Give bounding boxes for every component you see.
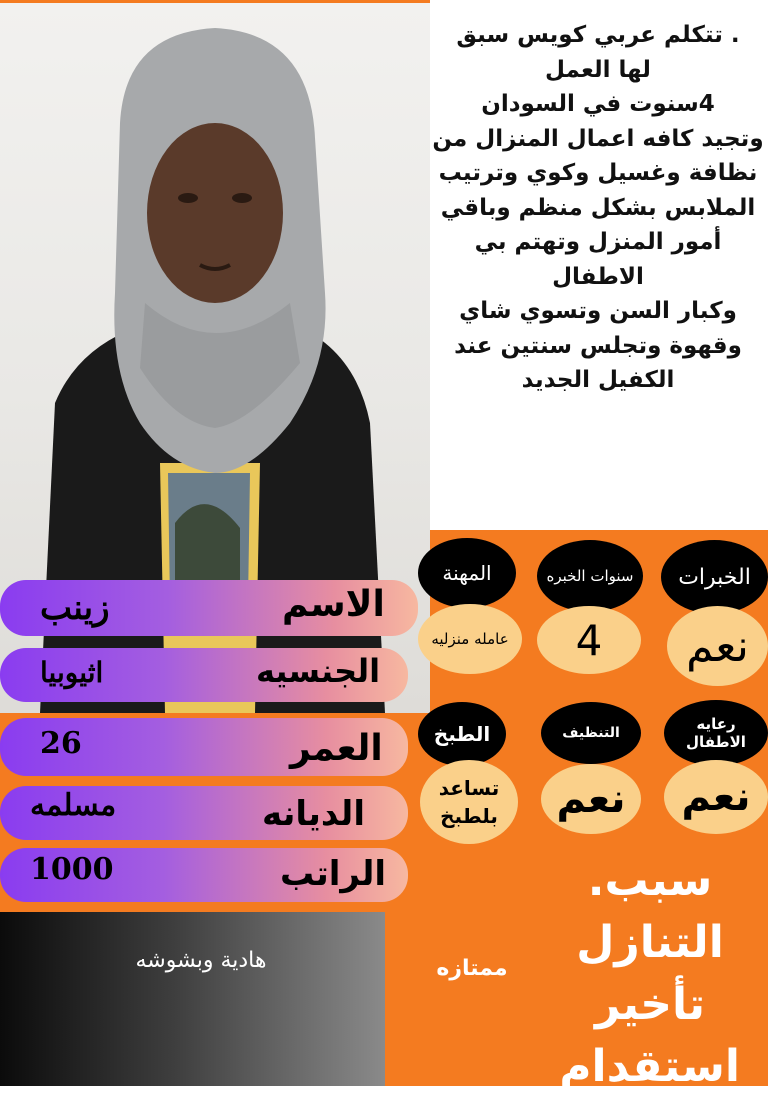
age-label: العمر bbox=[290, 728, 383, 769]
description-line: وقهوة وتجلس سنتين عند bbox=[454, 332, 742, 359]
description-line: وتجيد كافه اعمال المنزال من bbox=[432, 125, 764, 152]
name-label: الاسم bbox=[282, 584, 385, 625]
religion-label: الديانه bbox=[262, 794, 365, 834]
nationality-label: الجنسيه bbox=[256, 652, 381, 690]
description-line: أمور المنزل وتهتم بي bbox=[474, 229, 722, 255]
experience-value-bubble: نعم bbox=[667, 606, 768, 686]
orange-strip bbox=[385, 912, 430, 1086]
description-line: 4سنوت في السودان bbox=[481, 91, 715, 117]
childcare-title-bubble: رعايه الاطفال bbox=[664, 700, 768, 766]
description-text bbox=[428, 18, 768, 528]
description-line: . تتكلم عربي كويس سبق bbox=[456, 22, 740, 48]
rating-text: ممتازه bbox=[436, 956, 508, 981]
childcare-value-bubble: نعم bbox=[664, 760, 768, 834]
reason-line: التنازل bbox=[576, 917, 724, 968]
cooking-value-bubble bbox=[420, 760, 518, 844]
religion-value: مسلمه bbox=[30, 788, 117, 823]
experience-title-bubble: الخبرات bbox=[661, 540, 768, 614]
cooking-title-bubble: الطبخ bbox=[418, 702, 506, 766]
reason-line: تأخير bbox=[594, 979, 706, 1030]
job-value-bubble: عامله منزليه bbox=[418, 604, 522, 674]
years-title-bubble: سنوات الخبره bbox=[537, 540, 643, 612]
job-title-bubble: المهنة bbox=[418, 538, 516, 608]
description-line: لها العمل bbox=[545, 56, 651, 83]
personality-text: هادية وبشوشه bbox=[135, 948, 267, 973]
years-value-bubble: 4 bbox=[537, 606, 641, 674]
salary-value: 1000 bbox=[30, 852, 114, 887]
salary-label: الراتب bbox=[280, 854, 386, 894]
reason-line: استقدام bbox=[559, 1041, 740, 1092]
cooking-value-line1: تساعد bbox=[438, 776, 500, 800]
description-line: الملابس بشكل منظم وباقي bbox=[440, 194, 756, 221]
cooking-value-line2: بلطبخ bbox=[440, 804, 498, 828]
nationality-value: اثيوبيا bbox=[40, 656, 104, 689]
cleaning-value-bubble: نعم bbox=[541, 764, 641, 834]
description-line: نظافة وغسيل وكوي وترتيب bbox=[438, 160, 758, 186]
description-line: الاطفال bbox=[552, 263, 644, 290]
reason-line: سبب. bbox=[587, 855, 713, 906]
description-line: وكبار السن وتسوي شاي bbox=[459, 298, 737, 324]
age-value: 26 bbox=[40, 726, 82, 761]
release-reason bbox=[560, 850, 740, 1098]
personality-box bbox=[0, 912, 385, 1086]
description-line: الكفيل الجديد bbox=[521, 367, 675, 393]
cleaning-title-bubble: التنظيف bbox=[541, 702, 641, 764]
name-value: زينب bbox=[40, 588, 110, 628]
